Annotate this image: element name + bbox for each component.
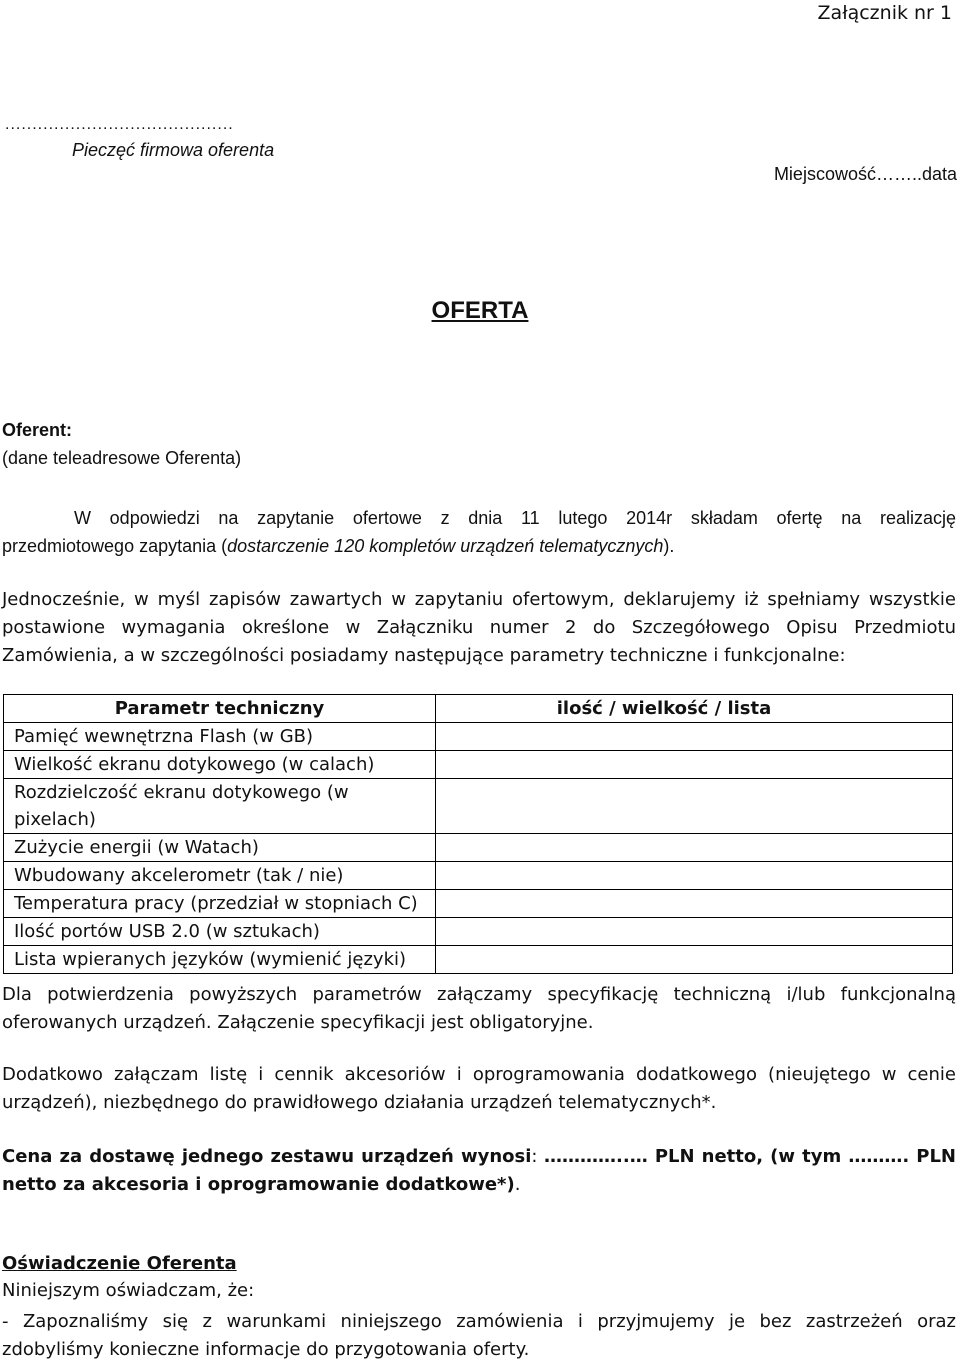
parameters-table — [3, 694, 953, 974]
table-cell-value[interactable] — [436, 890, 953, 918]
table-cell-parameter: Lista wpieranych języków (wymienić języki) — [4, 946, 436, 974]
intro-line-2 — [2, 532, 956, 560]
annex-label: Załącznik nr 1 — [817, 2, 952, 24]
table-row — [4, 862, 953, 890]
table-row — [4, 723, 953, 751]
document-title: OFERTA — [431, 297, 529, 324]
table-cell-parameter: Ilość portów USB 2.0 (w sztukach) — [4, 918, 436, 946]
accessories-paragraph: Dodatkowo załączam listę i cennik akcesoriów i oprogramowania dodatkowego (nieujętego w cenie urządzeń), niezbędnego do prawidłowego działania urządzeń telematycznych*. — [2, 1064, 956, 1113]
price-blank-2[interactable]: ………. — [848, 1146, 910, 1167]
declaration-item: - Zapoznaliśmy się z warunkami niniejszego zamówienia i przyjmujemy je bez zastrzeżeń oraz zdobyliśmy konieczne informacje do przygotowania oferty. — [2, 1311, 956, 1360]
price-period: . — [514, 1174, 521, 1195]
stamp-placeholder: .......................................... — [5, 116, 234, 133]
intro-line-1-text: W odpowiedzi na zapytanie ofertowe z dnia 11 lutego 2014r składam ofertę na realizację — [74, 508, 956, 528]
table-row — [4, 751, 953, 779]
price-blank-1[interactable]: …………..… — [544, 1146, 648, 1167]
table-cell-value[interactable] — [436, 834, 953, 862]
offerent-sub: (dane teleadresowe Oferenta) — [2, 448, 242, 468]
table-cell-parameter: Pamięć wewnętrzna Flash (w GB) — [4, 723, 436, 751]
table-cell-value[interactable] — [436, 862, 953, 890]
table-cell-parameter: Temperatura pracy (przedział w stopniach C) — [4, 890, 436, 918]
table-cell-parameter: Wbudowany akcelerometr (tak / nie) — [4, 862, 436, 890]
intro-line-2-italic: dostarczenie 120 kompletów urządzeń telematycznych — [227, 536, 664, 556]
table-cell-value[interactable] — [436, 918, 953, 946]
price-label: Cena za dostawę jednego zestawu urządzeń wynosi — [2, 1146, 532, 1167]
table-row — [4, 890, 953, 918]
declaration-sub: Niniejszym oświadczam, że: — [2, 1280, 255, 1301]
table-row — [4, 946, 953, 974]
table-header-row — [4, 695, 953, 723]
table-cell-value[interactable] — [436, 751, 953, 779]
price-mid: PLN netto, (w tym — [647, 1146, 849, 1167]
table-header-parameter: Parametr techniczny — [4, 695, 436, 723]
intro-line-2-start: przedmiotowego zapytania ( — [2, 536, 228, 556]
price-colon: : — [531, 1146, 538, 1167]
table-cell-parameter: Zużycie energii (w Watach) — [4, 834, 436, 862]
table-cell-parameter: Wielkość ekranu dotykowego (w calach) — [4, 751, 436, 779]
table-cell-value[interactable] — [436, 779, 953, 834]
intro-line-1 — [2, 504, 956, 532]
table-row — [4, 918, 953, 946]
requirements-paragraph: Jednocześnie, w myśl zapisów zawartych w zapytaniu ofertowym, deklarujemy iż spełniamy wszystkie postawione wymagania określone w Załączniku numer 2 do Szczegółowego Opisu Przedmiotu Zamówienia, a w szczególności posiadamy następujące parametry techniczne i funkcjonalne: — [2, 589, 956, 666]
confirmation-paragraph: Dla potwierdzenia powyższych parametrów załączamy specyfikację techniczną i/lub funkcjonalną oferowanych urządzeń. Załączenie specyfikacji jest obligatoryjne. — [2, 984, 956, 1033]
table-cell-value[interactable] — [436, 723, 953, 751]
table-cell-parameter: Rozdzielczość ekranu dotykowego (w pixelach) — [4, 779, 436, 834]
price-end: PLN netto za akcesoria i oprogramowanie dodatkowe*) — [2, 1146, 956, 1195]
intro-paragraph — [2, 504, 956, 560]
offerent-label: Oferent: — [2, 420, 73, 440]
place-date-field: Miejscowość……..data — [773, 164, 957, 184]
declaration-title: Oświadczenie Oferenta — [2, 1253, 237, 1274]
table-row — [4, 779, 953, 834]
stamp-label: Pieczęć firmowa oferenta — [72, 140, 275, 160]
table-row — [4, 834, 953, 862]
price-paragraph — [2, 1143, 956, 1199]
intro-line-2-end: ). — [663, 536, 675, 556]
table-header-value: ilość / wielkość / lista — [436, 695, 953, 723]
table-cell-value[interactable] — [436, 946, 953, 974]
